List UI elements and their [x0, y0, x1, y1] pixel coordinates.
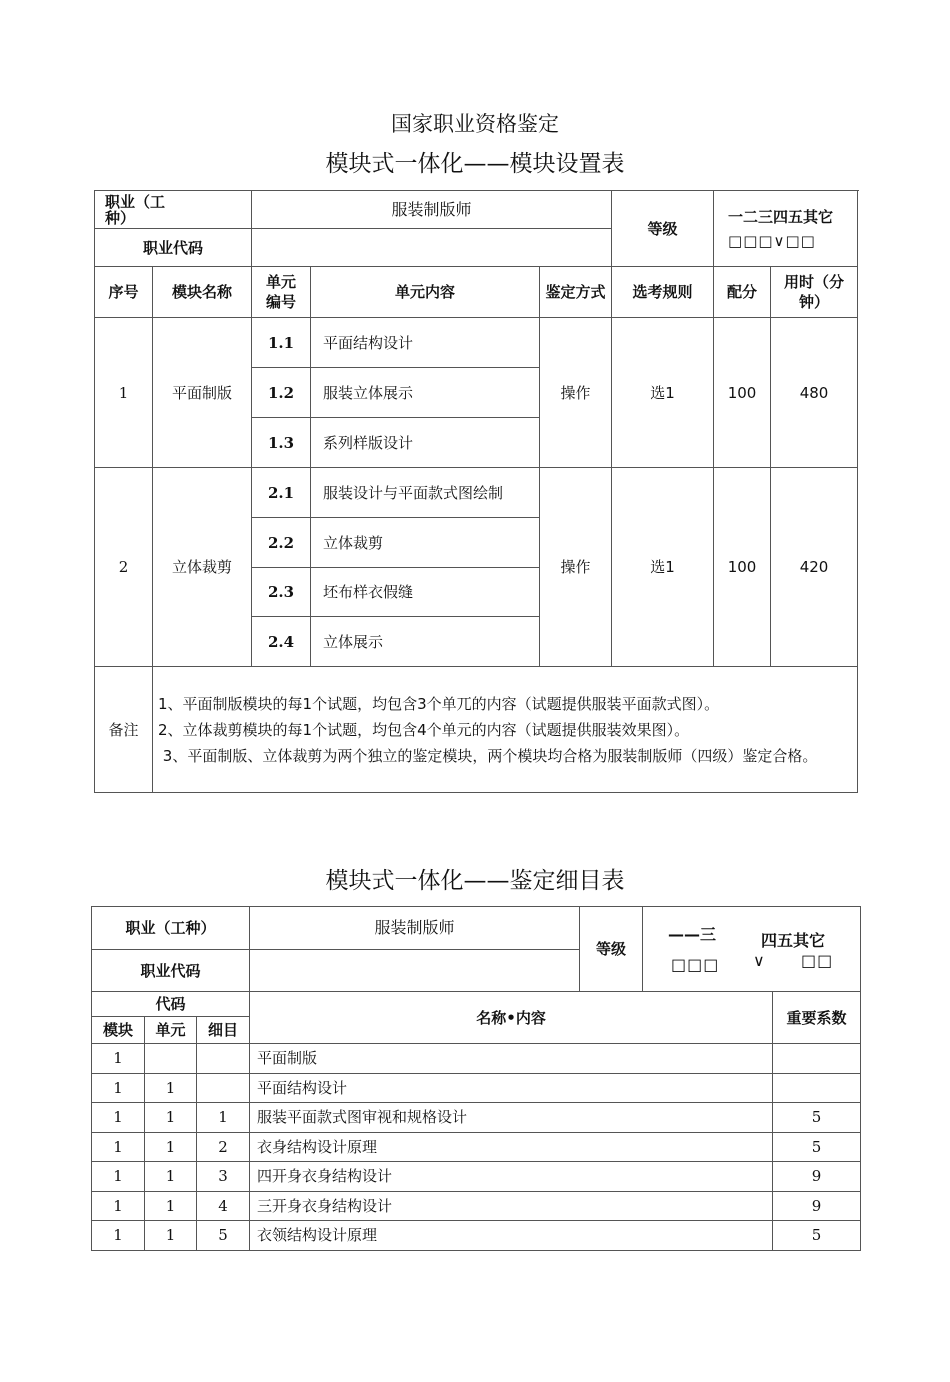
detail-table-title: 模块式一体化——鉴定细目表: [325, 868, 625, 894]
occupation-code-label: 职业代码: [95, 229, 252, 267]
cell-item: 5: [197, 1221, 250, 1251]
header-item: 细目: [197, 1017, 250, 1044]
cell-name: 平面结构设计: [250, 1073, 773, 1103]
header-score: 配分: [714, 267, 771, 318]
unit-content: 系列样版设计: [311, 418, 540, 468]
cell-name: 三开身衣身结构设计: [250, 1191, 773, 1221]
cell-item: 4: [197, 1191, 250, 1221]
grade-levels-part2: 四五其它: [761, 931, 826, 950]
grade-levels-part1: ——三: [668, 925, 717, 944]
cell-name: 服装平面款式图审视和规格设计: [250, 1103, 773, 1133]
grade-label: 等级: [580, 907, 643, 992]
grade-options: [714, 191, 858, 267]
name-content-header: 名称•内容: [250, 992, 773, 1044]
unit-code: 2.4: [252, 617, 311, 667]
grade-check-mark: ∨: [753, 951, 765, 970]
header-time: 用时（分钟）: [771, 267, 858, 318]
header-unit-code: 单元编号: [252, 267, 311, 318]
notes-content: [153, 667, 858, 793]
occupation-label: 职业（工种）: [95, 191, 252, 229]
occupation-value: 服装制版师: [252, 191, 612, 229]
note-item: 1、平面制版模块的每1个试题，均包含3个单兀的内容（试题提供服装平面款式图）。: [158, 694, 720, 713]
occupation-label: 职业（工种）: [92, 907, 250, 950]
cell-unit: 1: [145, 1073, 197, 1103]
header-unit-content: 单元内容: [311, 267, 540, 318]
module-setting-table-title: 模块式一体化——模块设置表: [325, 151, 625, 177]
module-name: 平面制版: [153, 318, 252, 468]
unit-code: 1.3: [252, 418, 311, 468]
cell-weight: 9: [773, 1162, 861, 1192]
assessment-method: 操作: [540, 468, 612, 667]
score: 100: [714, 468, 771, 667]
cell-module: 1: [92, 1044, 145, 1074]
unit-code: 2.3: [252, 568, 311, 617]
cell-name: 衣身结构设计原理: [250, 1132, 773, 1162]
header-module-name: 模块名称: [153, 267, 252, 318]
cell-module: 1: [92, 1132, 145, 1162]
cell-module: 1: [92, 1191, 145, 1221]
cell-module: 1: [92, 1073, 145, 1103]
grade-options: [643, 907, 861, 992]
cell-item: 1: [197, 1103, 250, 1133]
selection-rule: 选1: [612, 318, 714, 468]
cell-item: [197, 1073, 250, 1103]
unit-content: 立体展示: [311, 617, 540, 667]
cell-module: 1: [92, 1162, 145, 1192]
cell-weight: 5: [773, 1221, 861, 1251]
cell-weight: [773, 1073, 861, 1103]
selection-rule: 选1: [612, 468, 714, 667]
unit-content: 服装立体展示: [311, 368, 540, 418]
cell-weight: 5: [773, 1132, 861, 1162]
cell-module: 1: [92, 1103, 145, 1133]
cell-unit: 1: [145, 1103, 197, 1133]
occupation-code-value: [250, 950, 580, 992]
score: 100: [714, 318, 771, 468]
document-title: 国家职业资格鉴定: [391, 112, 559, 136]
unit-content: 坯布样衣假缝: [311, 568, 540, 617]
grade-label: 等级: [612, 191, 714, 267]
module-no: 1: [95, 318, 153, 468]
cell-name: 平面制版: [250, 1044, 773, 1074]
module-name: 立体裁剪: [153, 468, 252, 667]
unit-content: 立体裁剪: [311, 518, 540, 568]
grade-marks: □□□∨□□: [728, 231, 816, 250]
cell-module: 1: [92, 1221, 145, 1251]
note-item: 3、平面制版、立体裁剪为两个独立的鉴定模块，两个模块均合格为服装制版师（四级）鉴定合格。: [158, 746, 818, 765]
time-minutes: 420: [771, 468, 858, 667]
header-rule: 选考规则: [612, 267, 714, 318]
header-unit: 单元: [145, 1017, 197, 1044]
module-setting-table: [94, 190, 858, 793]
time-minutes: 480: [771, 318, 858, 468]
module-no: 2: [95, 468, 153, 667]
notes-label: 备注: [95, 667, 153, 793]
occupation-code-label: 职业代码: [92, 950, 250, 992]
cell-weight: 9: [773, 1191, 861, 1221]
unit-code: 1.1: [252, 318, 311, 368]
occupation-value: 服装制版师: [250, 907, 580, 950]
cell-name: 四开身衣身结构设计: [250, 1162, 773, 1192]
cell-weight: [773, 1044, 861, 1074]
unit-code: 1.2: [252, 368, 311, 418]
header-no: 序号: [95, 267, 153, 318]
grade-marks-1: □□□: [671, 955, 720, 974]
code-header: 代码: [92, 992, 250, 1017]
cell-name: 衣领结构设计原理: [250, 1221, 773, 1251]
unit-code: 2.1: [252, 468, 311, 518]
unit-content: 服装设计与平面款式图绘制: [311, 468, 540, 518]
cell-weight: 5: [773, 1103, 861, 1133]
cell-item: [197, 1044, 250, 1074]
assessment-method: 操作: [540, 318, 612, 468]
header-method: 鉴定方式: [540, 267, 612, 318]
unit-content: 平面结构设计: [311, 318, 540, 368]
cell-unit: 1: [145, 1191, 197, 1221]
cell-unit: 1: [145, 1162, 197, 1192]
occupation-code-value: [252, 229, 612, 267]
cell-unit: 1: [145, 1221, 197, 1251]
header-module: 模块: [92, 1017, 145, 1044]
assessment-detail-table: [91, 906, 861, 1251]
cell-unit: 1: [145, 1132, 197, 1162]
cell-unit: [145, 1044, 197, 1074]
cell-item: 3: [197, 1162, 250, 1192]
note-item: 2、立体裁剪模块的每1个试题，均包含4个单元的内容（试题提供服装效果图）。: [158, 720, 690, 739]
unit-code: 2.2: [252, 518, 311, 568]
weight-header: 重要系数: [773, 992, 861, 1044]
grade-marks-2: □□: [801, 951, 834, 970]
cell-item: 2: [197, 1132, 250, 1162]
grade-levels: 一二三四五其它: [728, 207, 834, 226]
